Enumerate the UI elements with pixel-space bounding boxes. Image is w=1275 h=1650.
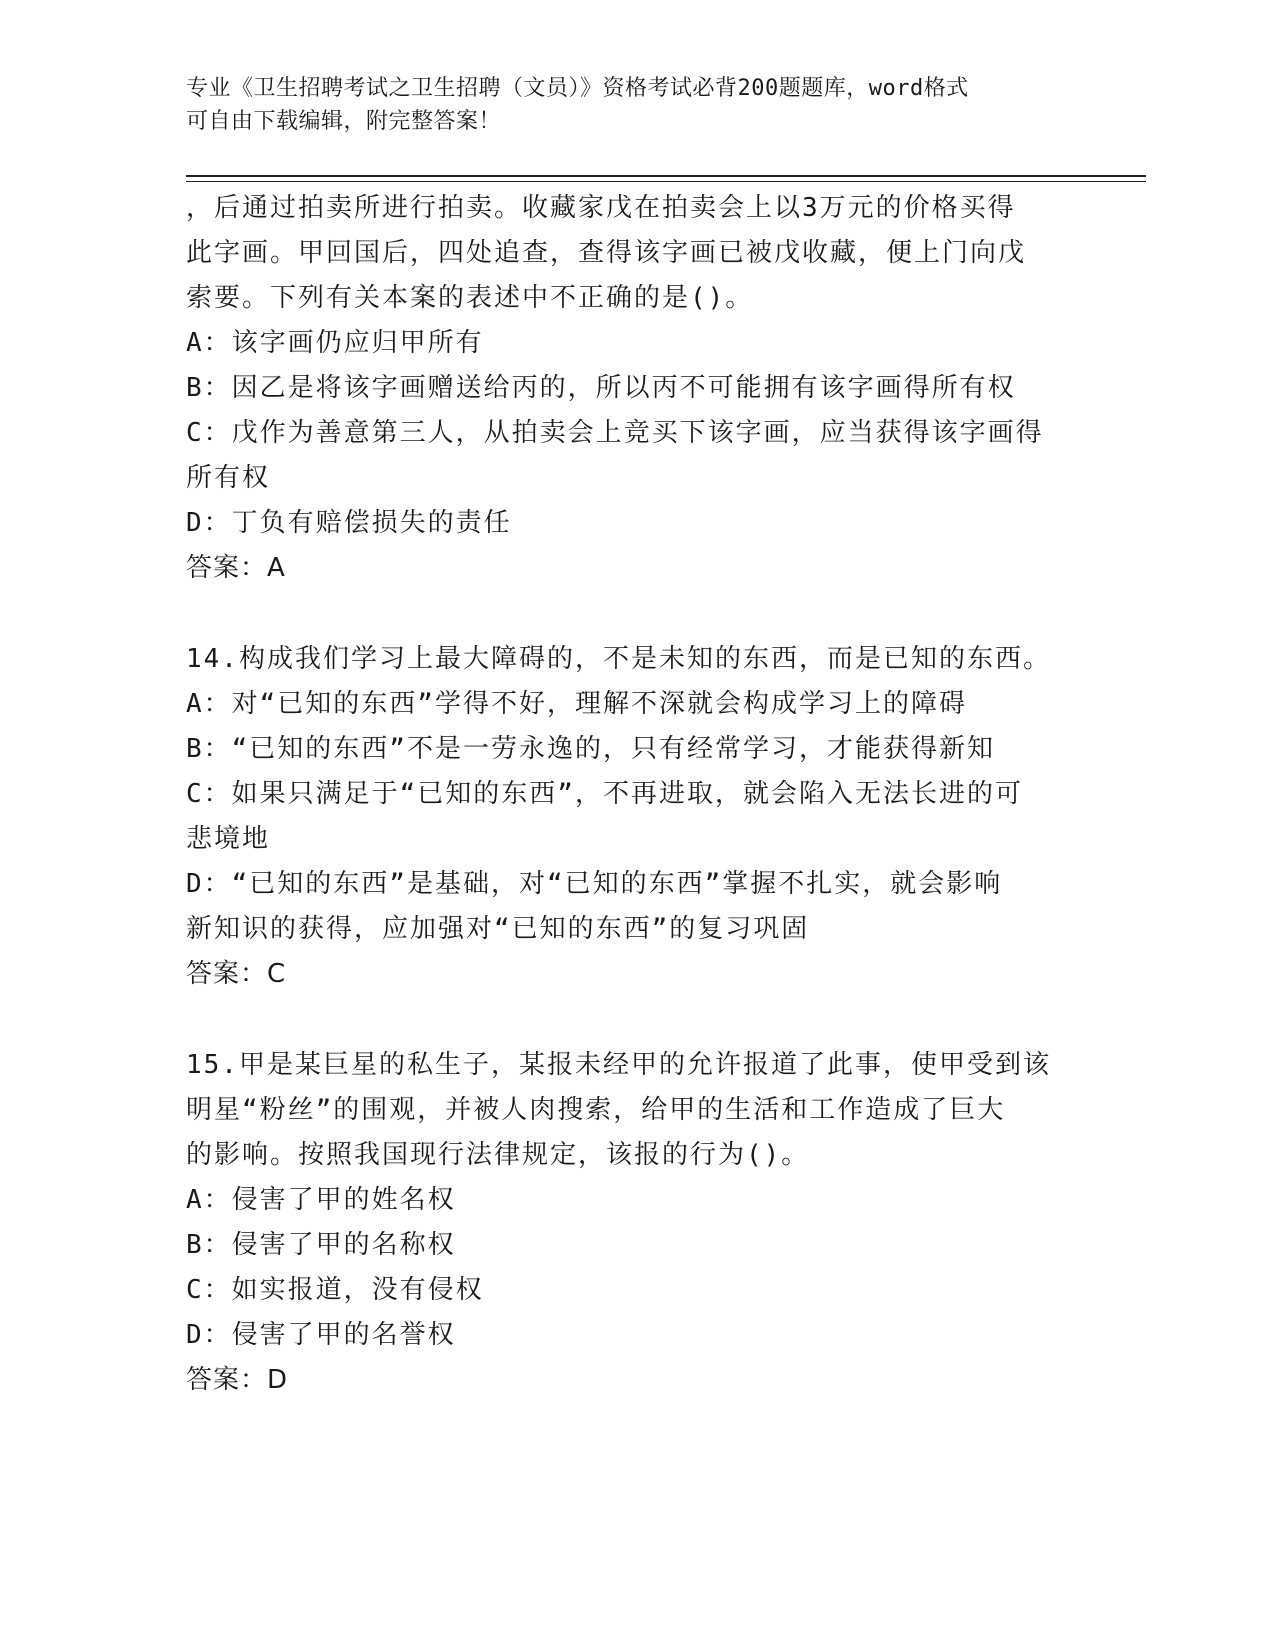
question-14-option-d-line-1: D：“已知的东西”是基础，对“已知的东西”掌握不扎实，就会影响 (186, 869, 1003, 899)
question-14 (186, 637, 1066, 997)
question-15-option-d: D：侵害了甲的名誉权 (186, 1320, 456, 1350)
question-15-answer: 答案：D (186, 1365, 289, 1395)
question-14-option-a: A：对“已知的东西”学得不好，理解不深就会构成学习上的障碍 (186, 689, 967, 719)
question-15-stem-line-1: 15.甲是某巨星的私生子，某报未经甲的允许报道了此事，使甲受到该 (186, 1050, 1051, 1080)
question-15-option-b: B：侵害了甲的名称权 (186, 1230, 456, 1260)
header-line-2: 可自由下载编辑，附完整答案！ (186, 109, 502, 134)
header-divider (186, 175, 1146, 177)
question-14-option-c-line-1: C：如果只满足于“已知的东西”，不再进取，就会陷入无法长进的可 (186, 779, 1023, 809)
question-13-option-c-line-2: 所有权 (186, 463, 271, 493)
question-list (186, 186, 1066, 1403)
header-line-1: 专业《卫生招聘考试之卫生招聘（文员）》资格考试必背200题题库，word格式 (186, 76, 969, 101)
question-15-stem-line-3: 的影响。按照我国现行法律规定，该报的行为()。 (186, 1140, 810, 1170)
question-13-option-a: A：该字画仍应归甲所有 (186, 328, 484, 358)
question-13 (186, 186, 1066, 591)
spacer (186, 591, 1066, 637)
question-14-stem: 14.构成我们学习上最大障碍的，不是未知的东西，而是已知的东西。 (186, 644, 1051, 674)
question-15-stem-line-2: 明星“粉丝”的围观，并被人肉搜索，给甲的生活和工作造成了巨大 (186, 1095, 1006, 1125)
page-header (186, 72, 1086, 138)
question-13-stem-line-3: 索要。下列有关本案的表述中不正确的是()。 (186, 283, 754, 313)
question-13-stem-line-2: 此字画。甲回国后，四处追查，查得该字画已被戊收藏，便上门向戊 (186, 238, 1027, 268)
spacer (186, 997, 1066, 1043)
question-14-option-b: B：“已知的东西”不是一劳永逸的，只有经常学习，才能获得新知 (186, 734, 995, 764)
question-15-option-a: A：侵害了甲的姓名权 (186, 1185, 456, 1215)
question-13-answer: 答案：A (186, 553, 286, 583)
question-15-option-c: C：如实报道，没有侵权 (186, 1275, 484, 1305)
question-13-stem-line-1: ，后通过拍卖所进行拍卖。收藏家戊在拍卖会上以3万元的价格买得 (186, 193, 1016, 223)
question-13-option-c-line-1: C：戊作为善意第三人，从拍卖会上竞买下该字画，应当获得该字画得 (186, 418, 1044, 448)
question-15 (186, 1043, 1066, 1403)
question-13-option-d: D：丁负有赔偿损失的责任 (186, 508, 512, 538)
question-14-option-d-line-2: 新知识的获得，应加强对“已知的东西”的复习巩固 (186, 914, 810, 944)
question-14-option-c-line-2: 悲境地 (186, 824, 271, 854)
question-13-option-b: B：因乙是将该字画赠送给丙的，所以丙不可能拥有该字画得所有权 (186, 373, 1016, 403)
question-14-answer: 答案：C (186, 959, 287, 989)
